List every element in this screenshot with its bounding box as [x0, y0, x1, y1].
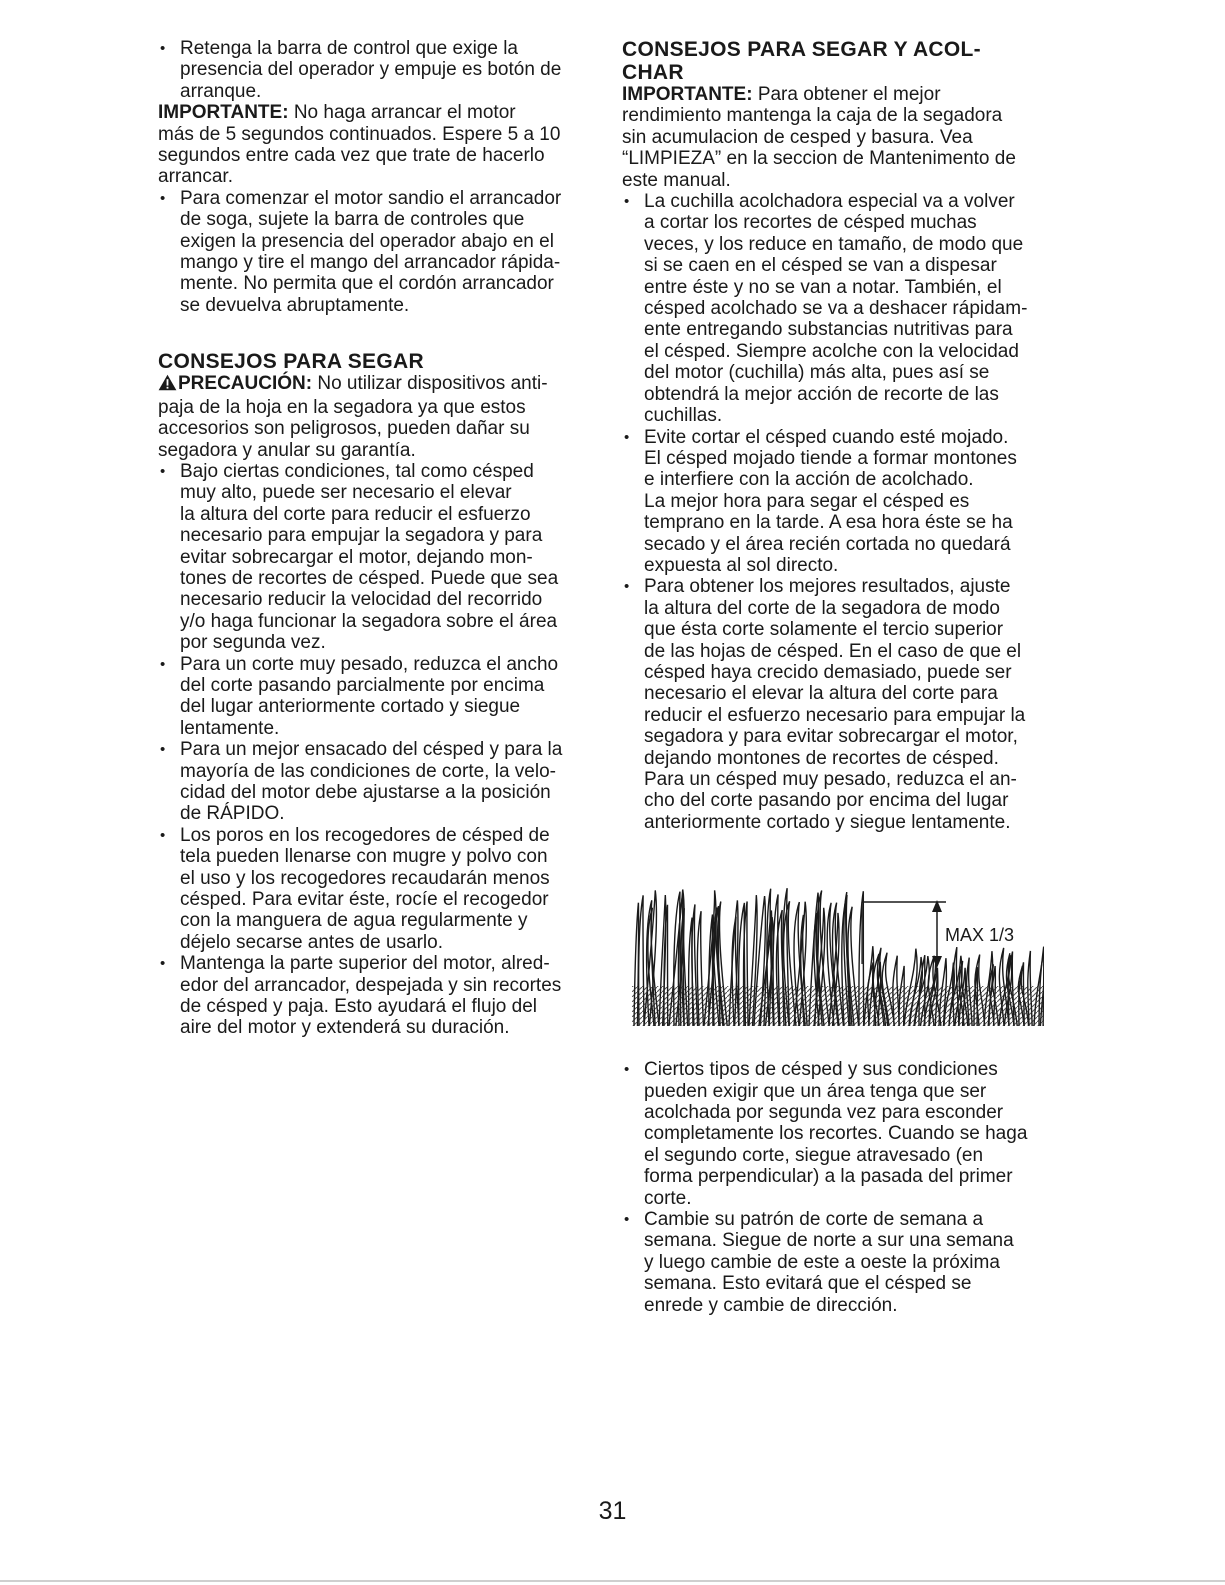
intro-bullet-list	[158, 38, 598, 102]
text-line: evitar sobrecargar el motor, dejando mon-	[180, 546, 533, 568]
text-line: mango y tire el mango del arrancador rápida-	[180, 252, 561, 274]
text-line: reducir el esfuerzo necesario para empujar la	[644, 704, 1026, 726]
text-line: de RÁPIDO.	[180, 803, 285, 825]
heading-line: CHAR	[622, 61, 684, 84]
text-line: de las hojas de césped. En el caso de que el	[644, 640, 1022, 662]
text-line: • Para comenzar el motor sandio el arrancador	[180, 187, 562, 209]
text-line: tones de recortes de césped. Puede que sea	[180, 567, 559, 589]
bullet-item	[622, 191, 1067, 426]
text-line: la altura del corte para reducir el esfuerzo	[180, 503, 531, 525]
text-line: con la manguera de agua regularmente y	[180, 910, 528, 932]
text-line: • Retenga la barra de control que exige la	[180, 38, 519, 59]
section-heading-mow-tips: CONSEJOS PARA SEGAR	[158, 350, 424, 374]
text-line: expuesta al sol directo.	[644, 554, 839, 576]
important-label: IMPORTANTE:	[158, 102, 289, 124]
page-number: 31	[598, 1497, 627, 1525]
after-figure-bullet-list	[622, 1059, 1067, 1316]
text-line: segundos entre cada vez que trate de hacerlo	[158, 145, 545, 167]
text-line: necesario para empujar la segadora y para	[180, 525, 543, 547]
caution-label: PRECAUCIÓN:	[178, 373, 313, 395]
text-line: más de 5 segundos continuados. Espere 5 a 10	[158, 123, 561, 145]
text-line: arranque.	[180, 80, 262, 102]
text-line: a cortar los recortes de césped muchas	[644, 212, 977, 234]
text-line: del motor (cuchilla) más alta, pues así se	[644, 362, 990, 384]
text-line: e interfiere con la acción de acolchado.	[644, 469, 974, 491]
text-line: paja de la hoja en la segadora ya que estos	[158, 396, 526, 418]
bullet-item	[158, 953, 598, 1039]
text-line: del lugar anteriormente cortado y siegue	[180, 696, 521, 718]
text-line: la altura del corte de la segadora de modo	[644, 597, 1000, 619]
text-line: cho del corte pasando por encima del lugar	[644, 790, 1009, 812]
mulch-tips-bullet-list	[622, 191, 1067, 833]
text-line: entre éste y no se van a notar. También, el	[644, 276, 1002, 298]
text-line: segadora y para evitar sobrecargar el motor,	[644, 726, 1018, 748]
bullet-item	[158, 461, 598, 654]
text-line: anteriormente cortado y siegue lentamente.	[644, 811, 1011, 833]
text-line: césped acolchado se va a deshacer rápidam-	[644, 298, 1028, 320]
grass-height-illustration	[632, 882, 1044, 1026]
text-line: No utilizar dispositivos anti-	[317, 373, 548, 395]
important-note-2	[622, 84, 1067, 191]
text-line: déjelo secarse antes de usarlo.	[180, 931, 443, 953]
text-line: necesario el elevar la altura del corte para	[644, 683, 998, 705]
text-line: forma perpendicular) a la pasada del primer	[644, 1166, 1013, 1188]
bullet-item	[158, 654, 598, 740]
text-line: No haga arrancar el motor	[293, 102, 516, 124]
text-line: si se caen en el césped se van a dispesar	[644, 255, 997, 277]
text-line: lentamente.	[180, 717, 280, 739]
text-line: enrede y cambie de dirección.	[644, 1294, 898, 1316]
bullet-item	[622, 427, 1067, 577]
text-line: se devuelva abruptamente.	[180, 294, 410, 316]
text-line: mayoría de las condiciones de corte, la velo-	[180, 760, 556, 782]
text-line: secado y el área recién cortada no quedará	[644, 533, 1011, 555]
text-line: sin acumulacion de cesped y basura. Vea	[622, 126, 973, 148]
bullet-item	[622, 576, 1067, 833]
bullet-item	[158, 739, 598, 825]
text-line: Para un césped muy pesado, reduzca el an-	[644, 769, 1017, 790]
text-line: • Para un mejor ensacado del césped y para la	[180, 739, 563, 761]
text-line: accesorios son peligrosos, pueden dañar su	[158, 418, 530, 440]
text-line: temprano en la tarde. A esa hora éste se ha	[644, 512, 1013, 534]
text-line: y luego cambie de este a oeste la próxima	[644, 1251, 1000, 1273]
text-line: exigen la presencia del operador abajo en el	[180, 230, 554, 252]
text-line: el uso y los recogedores recaudarán menos	[180, 867, 550, 889]
text-line: aire del motor y extenderá su duración.	[180, 1017, 510, 1039]
text-line: este manual.	[622, 169, 731, 191]
text-line: presencia del operador y empuje es botón de	[180, 59, 562, 81]
text-line: edor del arrancador, despejada y sin recortes	[180, 974, 562, 996]
bullet-item	[622, 1059, 1067, 1209]
right-column	[622, 38, 1067, 1316]
text-line: semana. Esto evitará que el césped se	[644, 1273, 972, 1295]
text-line: de soga, sujete la barra de controles que	[180, 209, 525, 231]
text-line: • Evite cortar el césped cuando esté mojado.	[644, 426, 1009, 448]
text-line: muy alto, puede ser necesario el elevar	[180, 482, 512, 504]
text-line: • La cuchilla acolchadora especial va a volver	[644, 191, 1015, 213]
text-line: • Para obtener los mejores resultados, ajuste	[644, 576, 1011, 598]
text-line: acolchada por segunda vez para esconder	[644, 1102, 1004, 1124]
text-line: ente entregando substancias nutritivas para	[644, 319, 1013, 341]
bullet-item	[622, 1209, 1067, 1316]
section-heading-mulch-tips	[622, 38, 1067, 84]
text-line: • Para un corte muy pesado, reduzca el ancho	[180, 653, 559, 675]
text-line: pueden exigir que un área tenga que ser	[644, 1080, 987, 1102]
text-line: veces, y los reduce en tamaño, de modo que	[644, 233, 1024, 255]
text-line: por segunda vez.	[180, 632, 326, 654]
text-line: el césped. Siempre acolche con la velocidad	[644, 340, 1019, 362]
text-line: El césped mojado tiende a formar montones	[644, 447, 1017, 469]
heading-line: CONSEJOS PARA SEGAR Y ACOL-	[622, 38, 981, 61]
text-line: cidad del motor debe ajustarse a la posición	[180, 782, 551, 803]
text-line: segadora y anular su garantía.	[158, 439, 416, 461]
text-line: La mejor hora para segar el césped es	[644, 490, 970, 512]
text-line: • Ciertos tipos de césped y sus condiciones	[644, 1059, 998, 1081]
text-line: mente. No permita que el cordón arrancador	[180, 273, 554, 295]
text-line: obtendrá la mejor acción de recorte de las	[644, 383, 999, 405]
text-line: césped. Para evitar éste, rocíe el recogedor	[180, 889, 549, 911]
text-line: arrancar.	[158, 166, 233, 188]
text-line: Para obtener el mejor	[757, 84, 941, 105]
text-line: tela pueden llenarse con mugre y polvo con	[180, 846, 548, 868]
text-line: • Bajo ciertas condiciones, tal como césped	[180, 460, 534, 482]
max-one-third-label: MAX 1/3	[945, 925, 1015, 945]
text-line: el segundo corte, siegue atravesado (en	[644, 1144, 984, 1166]
bullet-item	[158, 825, 598, 953]
text-line: • Cambie su patrón de corte de semana a	[644, 1209, 984, 1231]
text-line: que ésta corte solamente el tercio superior	[644, 619, 1004, 641]
text-line: y/o haga funcionar la segadora sobre el área	[180, 610, 558, 632]
important-note-1	[158, 102, 598, 188]
text-line: césped haya crecido demasiado, puede ser	[644, 661, 1012, 683]
start-bullet-list	[158, 188, 598, 316]
left-column	[158, 38, 598, 1039]
warning-triangle-icon	[158, 374, 177, 396]
mow-tips-bullet-list	[158, 461, 598, 1039]
text-line: necesario reducir la velocidad del recorrido	[180, 589, 543, 611]
bullet-item	[158, 188, 598, 316]
bottom-rule	[0, 1580, 1225, 1582]
text-line: cuchillas.	[644, 405, 723, 427]
bullet-item	[158, 38, 598, 102]
text-line: rendimiento mantenga la caja de la segadora	[622, 105, 1003, 127]
text-line: corte.	[644, 1187, 692, 1209]
important-label: IMPORTANTE:	[622, 84, 753, 105]
text-line: • Los poros en los recogedores de césped de	[180, 824, 550, 846]
text-line: completamente los recortes. Cuando se haga	[644, 1123, 1028, 1145]
caution-note	[158, 373, 598, 461]
text-line: del corte pasando parcialmente por encima	[180, 674, 545, 696]
text-line: dejando montones de recortes de césped.	[644, 747, 999, 769]
text-line: • Mantenga la parte superior del motor, alred-	[180, 953, 550, 975]
text-line: semana. Siegue de norte a sur una semana	[644, 1230, 1014, 1252]
text-line: de césped y paja. Esto ayudará el flujo del	[180, 996, 538, 1018]
text-line: “LIMPIEZA” en la seccion de Mantenimento de	[622, 148, 1016, 170]
